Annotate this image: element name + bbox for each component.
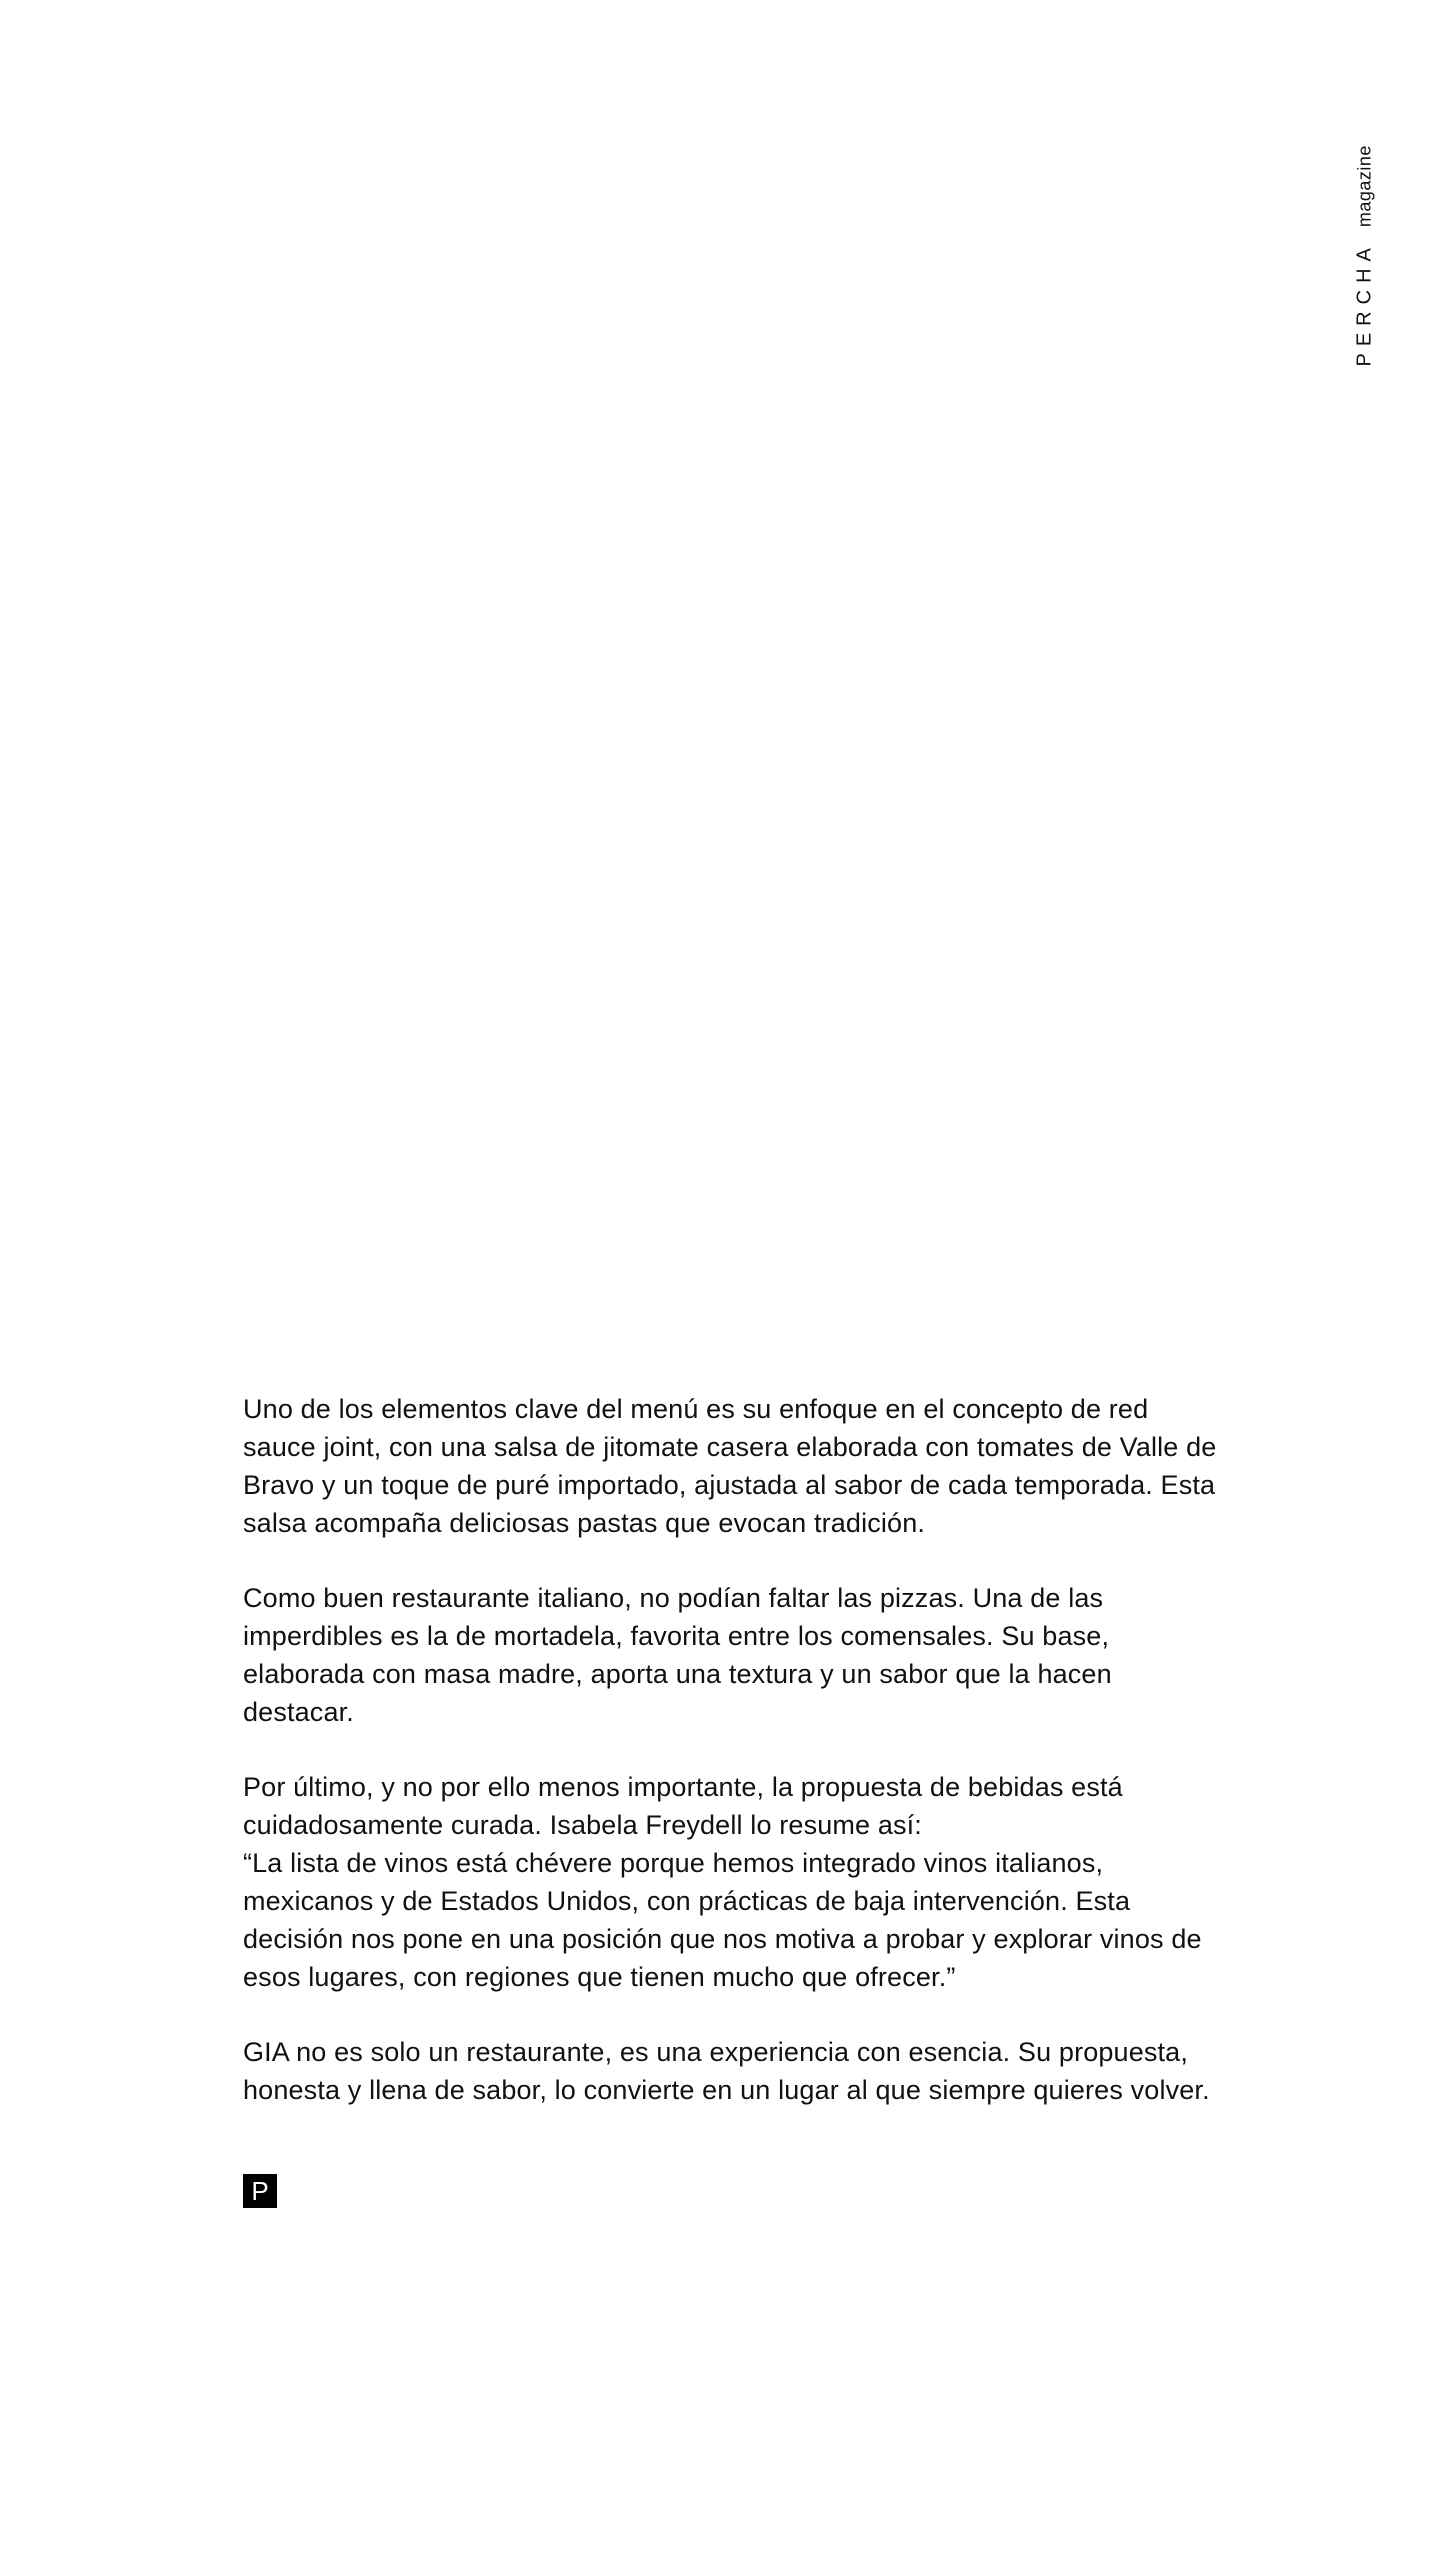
article-paragraph: GIA no es solo un restaurante, es una experiencia con esencia. Su propuesta, honesta y llena de sabor, lo convierte en un lugar al que siempre quieres volver. xyxy=(243,2037,1210,2105)
article-paragraph: Como buen restaurante italiano, no podían faltar las pizzas. Una de las imperdibles es la de mortadela, favorita entre los comensales. Su base, elaborada con masa madre, aporta una textura y un sabor que la hacen destacar. xyxy=(243,1583,1112,1727)
brand-wordmark xyxy=(1354,137,1377,367)
article-body xyxy=(243,1390,1228,2146)
brand-subtitle: magazine xyxy=(1354,145,1375,228)
end-of-article-icon: P xyxy=(243,2174,277,2208)
brand-name: PERCHA xyxy=(1353,241,1376,367)
article-paragraph: Uno de los elementos clave del menú es su enfoque en el concepto de red sauce joint, con una salsa de jitomate casera elaborada con tomates de Valle de Bravo y un toque de puré importado, ajustada al sabor de cada temporada. Esta salsa acompaña deliciosas pastas que evocan tradición. xyxy=(243,1394,1217,1538)
brand-logo xyxy=(1336,140,1376,380)
article-paragraph: Por último, y no por ello menos importante, la propuesta de bebidas está cuidadosamente curada. Isabela Freydell lo resume así: “La lista de vinos está chévere porque hemos integrado vinos italianos, mexicanos y de Estados Unidos, con prácticas de baja intervención. Esta decisión nos pone en una posición que nos motiva a probar y explorar vinos de esos lugares, con regiones que tienen mucho que ofrecer.” xyxy=(243,1772,1202,1992)
